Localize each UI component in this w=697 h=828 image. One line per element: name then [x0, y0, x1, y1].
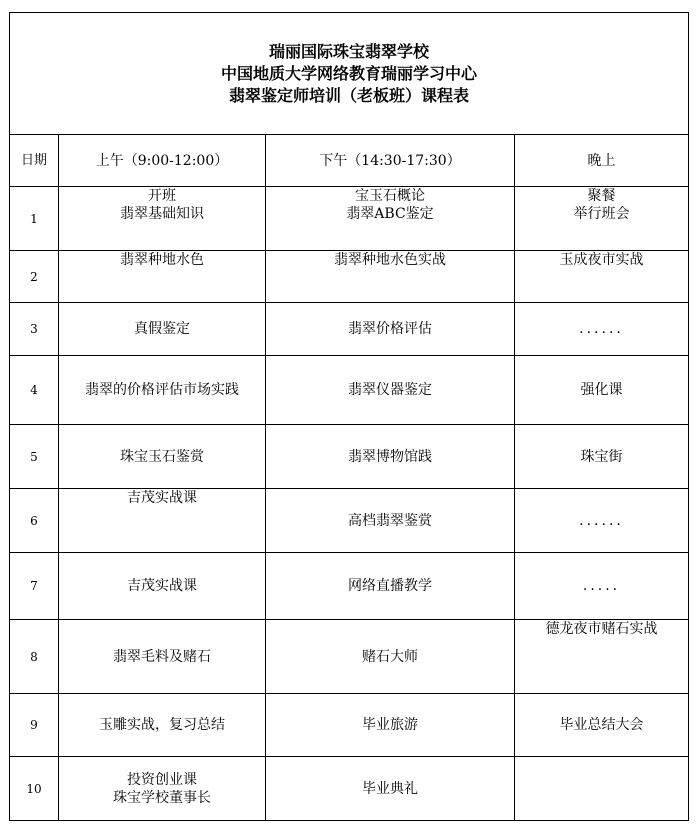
column-header-day: 日期: [10, 135, 59, 187]
day-number: 10: [10, 757, 59, 821]
table-row: [10, 553, 689, 620]
school-name: 瑞丽国际珠宝翡翠学校: [269, 41, 430, 61]
day-number: 3: [10, 303, 59, 356]
afternoon-course: 翡翠博物馆践: [266, 425, 515, 489]
morning-course: 翡翠毛料及赌石: [59, 620, 266, 694]
morning-course: 吉茂实战课: [59, 553, 266, 620]
learning-center-name: 中国地质大学网络教育瑞丽学习中心: [221, 63, 478, 83]
day-number: 5: [10, 425, 59, 489]
day-number: 2: [10, 251, 59, 303]
evening-activity: 毕业总结大会: [515, 694, 689, 757]
afternoon-course: 翡翠仪器鉴定: [266, 356, 515, 425]
evening-activity: .....: [515, 553, 689, 620]
evening-activity: 珠宝街: [515, 425, 689, 489]
afternoon-course: 毕业旅游: [266, 694, 515, 757]
table-row: [10, 303, 689, 356]
evening-activity: [515, 757, 689, 821]
column-header-morning: 上午（9:00-12:00）: [59, 135, 266, 187]
morning-course: 开班 翡翠基础知识: [59, 187, 266, 251]
column-header-afternoon: 下午（14:30-17:30）: [266, 135, 515, 187]
column-header-evening: 晚上: [515, 135, 689, 187]
evening-activity: ......: [515, 489, 689, 553]
day-number: 8: [10, 620, 59, 694]
afternoon-course: 翡翠种地水色实战: [266, 251, 515, 303]
evening-activity: 强化课: [515, 356, 689, 425]
day-number: 1: [10, 187, 59, 251]
morning-course: 翡翠的价格评估市场实践: [59, 356, 266, 425]
day-number: 6: [10, 489, 59, 553]
morning-course: 真假鉴定: [59, 303, 266, 356]
day-number: 7: [10, 553, 59, 620]
afternoon-course: 翡翠价格评估: [266, 303, 515, 356]
table-row: [10, 620, 689, 694]
table-row: [10, 356, 689, 425]
document-title: [10, 13, 689, 135]
evening-activity: 玉成夜市实战: [515, 251, 689, 303]
afternoon-course: 毕业典礼: [266, 757, 515, 821]
morning-course: 吉茂实战课: [59, 489, 266, 553]
day-number: 9: [10, 694, 59, 757]
table-row: [10, 425, 689, 489]
table-row: [10, 694, 689, 757]
course-schedule-table: [9, 12, 689, 821]
afternoon-course: 赌石大师: [266, 620, 515, 694]
afternoon-course: 网络直播教学: [266, 553, 515, 620]
table-row: [10, 187, 689, 251]
evening-activity: 聚餐 举行班会: [515, 187, 689, 251]
morning-course: 投资创业课 珠宝学校董事长: [59, 757, 266, 821]
title-row: [10, 13, 689, 135]
table-row: [10, 251, 689, 303]
morning-course: 珠宝玉石鉴赏: [59, 425, 266, 489]
column-header-row: [10, 135, 689, 187]
morning-course: 玉雕实战，复习总结: [59, 694, 266, 757]
afternoon-course: 宝玉石概论 翡翠ABC鉴定: [266, 187, 515, 251]
afternoon-course: 高档翡翠鉴赏: [266, 489, 515, 553]
day-number: 4: [10, 356, 59, 425]
evening-activity: 德龙夜市赌石实战: [515, 620, 689, 694]
table-row: [10, 757, 689, 821]
schedule-title: 翡翠鉴定师培训（老板班）课程表: [229, 85, 470, 105]
morning-course: 翡翠种地水色: [59, 251, 266, 303]
table-row: [10, 489, 689, 553]
evening-activity: ......: [515, 303, 689, 356]
